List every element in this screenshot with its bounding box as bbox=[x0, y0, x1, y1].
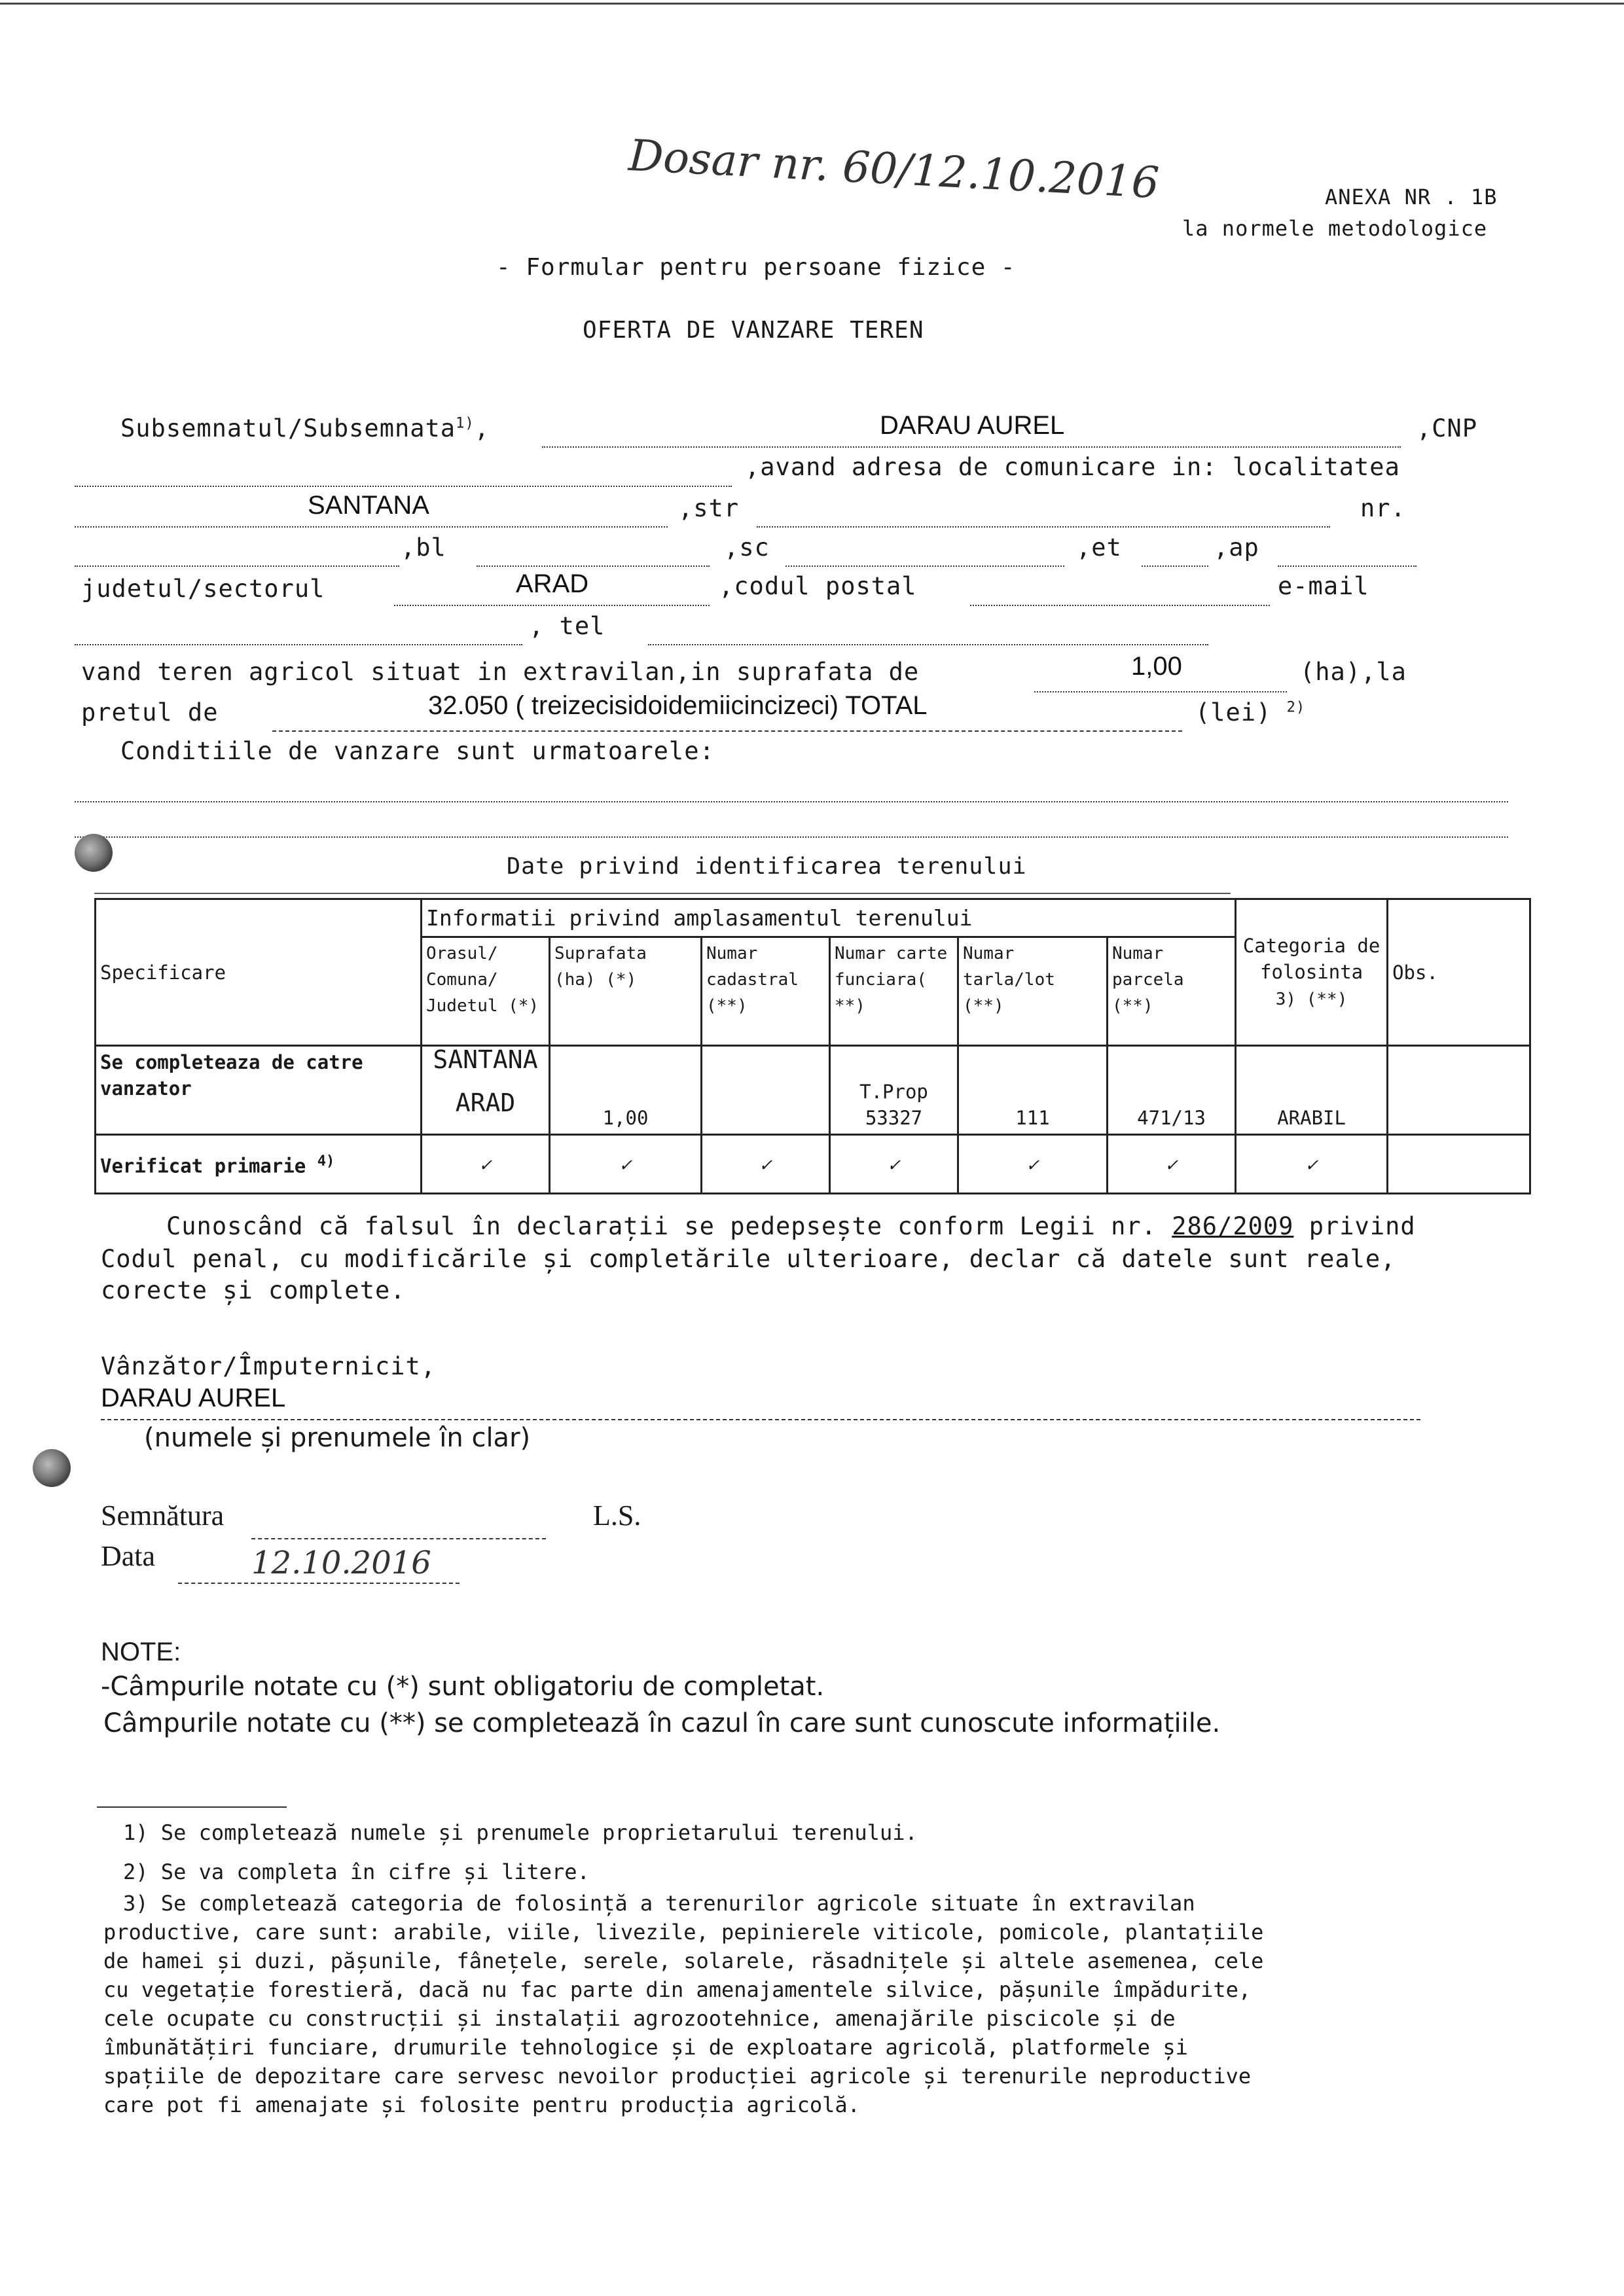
str-label: ,str bbox=[678, 494, 740, 522]
bl-line bbox=[477, 565, 710, 567]
vanzator-label: Vânzător/Împuternicit, bbox=[101, 1352, 437, 1380]
cell-cf bbox=[830, 1046, 958, 1135]
nr-line bbox=[75, 565, 399, 567]
check-obs bbox=[1388, 1135, 1530, 1194]
informatii-header: Informatii privind amplasamentul terenului bbox=[422, 899, 1236, 937]
vanzator-name: DARAU AUREL bbox=[101, 1384, 286, 1412]
col-tarla-header: Numar tarla/lot (**) bbox=[958, 937, 1108, 1046]
pret-line bbox=[272, 730, 1182, 732]
cod-postal-label: ,codul postal bbox=[719, 572, 917, 600]
tel-label: , tel bbox=[529, 612, 605, 640]
cnp-label: ,CNP bbox=[1416, 414, 1478, 442]
localitate-line bbox=[75, 526, 668, 528]
specificare-header: Specificare bbox=[96, 899, 422, 1046]
punch-hole-bottom bbox=[33, 1449, 71, 1487]
footnote-3-line: productive, care sunt: arabile, viile, livezile, pepinierele viticole, pomicole, plantațiile bbox=[103, 1920, 1264, 1945]
ha-label: (ha),la bbox=[1300, 658, 1407, 686]
footnote-3-line: de hamei și duzi, pășunile, fânețele, serele, solarele, răsadnițele și altele asemenea, cele bbox=[103, 1948, 1264, 1973]
ap-label: ,ap bbox=[1214, 533, 1259, 562]
judet-value: ARAD bbox=[516, 569, 589, 598]
adresa-label: ,avand adresa de comunicare in: localitatea bbox=[745, 453, 1400, 481]
footnote-3-line: cu vegetație forestieră, dacă nu fac parte din amenajamentele silvice, pășunile împădurite, bbox=[103, 1977, 1252, 2002]
cell-cf-line1: T.Prop bbox=[859, 1081, 928, 1103]
land-identification-table bbox=[94, 898, 1531, 1194]
col-suprafata-header: Suprafata (ha) (*) bbox=[550, 937, 702, 1046]
semnatura-label: Semnătura bbox=[101, 1499, 225, 1532]
et-label: ,et bbox=[1076, 533, 1122, 562]
row-vanzator-label: Se completeaza de catre vanzator bbox=[96, 1046, 422, 1135]
cell-categoria: ARABIL bbox=[1236, 1046, 1388, 1135]
footnote-3 bbox=[103, 1889, 1264, 2119]
table-top-line bbox=[94, 893, 1231, 894]
cell-oras bbox=[422, 1046, 550, 1135]
subsemnatul-label: Subsemnatul/Subsemnata$^{1)}$, bbox=[120, 414, 490, 442]
punch-hole-top bbox=[75, 834, 113, 872]
cell-tarla: 111 bbox=[958, 1046, 1108, 1135]
footnote-3-line: 3) Se completează categoria de folosință a terenurilor agricole situate în extravilan bbox=[123, 1891, 1195, 1916]
pretul-label: pretul de bbox=[81, 698, 219, 726]
cell-cadastral bbox=[702, 1046, 830, 1135]
sc-line bbox=[785, 565, 1064, 567]
col-cf-header: Numar carte funciara( **) bbox=[830, 937, 958, 1046]
vand-label: vand teren agricol situat in extravilan,in suprafata de bbox=[81, 658, 920, 686]
localitate-value: SANTANA bbox=[308, 491, 429, 520]
notes-line1: -Câmpurile notate cu (*) sunt obligatoriu de completat. bbox=[101, 1672, 825, 1702]
footnote-3-line: spațiile de depozitare care servesc nevoilor producției agricole și terenurile neproductive bbox=[103, 2064, 1252, 2089]
conditii-line-1 bbox=[75, 801, 1508, 802]
suprafata-value: 1,00 bbox=[1131, 652, 1182, 681]
judet-line bbox=[394, 605, 710, 606]
ap-line bbox=[1278, 565, 1416, 567]
data-value: 12.10.2016 bbox=[251, 1545, 431, 1581]
col-oras-header: Orasul/ Comuna/ Judetul (*) bbox=[422, 937, 550, 1046]
footnote-3-line: care pot fi amenajate și folosite pentru producția agricolă. bbox=[103, 2092, 860, 2117]
cell-obs bbox=[1388, 1046, 1530, 1135]
et-line bbox=[1142, 565, 1208, 567]
lei-label: (lei) $^{2)}$ bbox=[1195, 698, 1306, 726]
declaration-line1: Cunoscând că falsul în declarații se pedepsește conform Legii nr. 286/2009 privind bbox=[166, 1212, 1416, 1240]
row-primarie-label: Verificat primarie $^{4)}$ bbox=[96, 1135, 422, 1194]
email-line bbox=[75, 644, 522, 645]
check-suprafata: ✓ bbox=[550, 1135, 702, 1194]
footnote-separator bbox=[97, 1806, 287, 1808]
cell-cf-line2: 53327 bbox=[865, 1107, 923, 1129]
table-caption: Date privind identificarea terenului bbox=[507, 853, 1027, 880]
check-oras: ✓ bbox=[422, 1135, 550, 1194]
check-tarla: ✓ bbox=[958, 1135, 1108, 1194]
check-parcela: ✓ bbox=[1108, 1135, 1236, 1194]
str-line bbox=[757, 526, 1330, 528]
pret-value: 32.050 ( treizecisidoidemiicincizeci) TOTAL bbox=[428, 691, 928, 720]
check-cf: ✓ bbox=[830, 1135, 958, 1194]
cell-suprafata: 1,00 bbox=[550, 1046, 702, 1135]
footnote-3-line: îmbunătățiri funciare, drumurile tehnologice și de exploatare agricolă, platformele și bbox=[103, 2035, 1188, 2060]
footnote-3-line: cele ocupate cu construcții și instalații agrozootehnice, amenajările piscicole și de bbox=[103, 2006, 1176, 2031]
footnote-1: 1) Se completează numele și prenumele proprietarului terenului. bbox=[123, 1820, 918, 1845]
vanzator-line bbox=[101, 1419, 1420, 1420]
data-line bbox=[178, 1583, 460, 1584]
footnote-2: 2) Se va completa în cifre și litere. bbox=[123, 1859, 590, 1884]
col-cadastral-header: Numar cadastral (**) bbox=[702, 937, 830, 1046]
tel-line bbox=[648, 644, 1208, 645]
name-line bbox=[542, 446, 1401, 448]
handwritten-file-number: Dosar nr. 60/12.10.2016 bbox=[627, 130, 1161, 209]
notes-title: NOTE: bbox=[101, 1638, 181, 1666]
law-number: 286/2009 bbox=[1172, 1212, 1294, 1240]
notes-line2: Câmpurile notate cu (**) se completează în cazul în care sunt cunoscute informațiile. bbox=[103, 1708, 1221, 1738]
email-label: e-mail bbox=[1278, 572, 1369, 600]
declaration-line3: corecte și complete. bbox=[101, 1276, 406, 1304]
page-title: OFERTA DE VANZARE TEREN bbox=[583, 317, 924, 344]
numele-clar-label: (numele și prenumele în clar) bbox=[144, 1423, 531, 1453]
judet-label: judetul/sectorul bbox=[81, 575, 325, 603]
sc-label: ,sc bbox=[724, 533, 770, 562]
check-categoria: ✓ bbox=[1236, 1135, 1388, 1194]
suprafata-line bbox=[1034, 691, 1287, 692]
nr-label: nr. bbox=[1360, 494, 1406, 522]
cell-parcela: 471/13 bbox=[1108, 1046, 1236, 1135]
scan-top-line bbox=[0, 3, 1624, 5]
semnatura-line bbox=[251, 1538, 546, 1539]
check-cadastral: ✓ bbox=[702, 1135, 830, 1194]
annex-number: ANEXA NR . 1B bbox=[1325, 185, 1498, 209]
cell-judet-value: ARAD bbox=[455, 1088, 516, 1117]
annex-subtitle: la normele metodologice bbox=[1182, 216, 1488, 241]
cod-postal-line bbox=[970, 605, 1270, 606]
cnp-line bbox=[75, 486, 732, 487]
conditii-line-2 bbox=[75, 836, 1508, 838]
col-parcela-header: Numar parcela (**) bbox=[1108, 937, 1236, 1046]
owner-name: DARAU AUREL bbox=[880, 411, 1065, 440]
form-subtitle: - Formular pentru persoane fizice - bbox=[496, 254, 1016, 281]
obs-header: Obs. bbox=[1388, 899, 1530, 1046]
bl-label: ,bl bbox=[401, 533, 446, 562]
declaration-line2: Codul penal, cu modificările și completările ulterioare, declar că datele sunt reale, bbox=[101, 1245, 1396, 1273]
ls-label: L.S. bbox=[593, 1499, 641, 1532]
data-label: Data bbox=[101, 1540, 156, 1572]
cell-oras-value: SANTANA bbox=[433, 1045, 538, 1074]
conditii-label: Conditiile de vanzare sunt urmatoarele: bbox=[120, 737, 715, 765]
categoria-header: Categoria de folosinta 3) (**) bbox=[1236, 899, 1388, 1046]
